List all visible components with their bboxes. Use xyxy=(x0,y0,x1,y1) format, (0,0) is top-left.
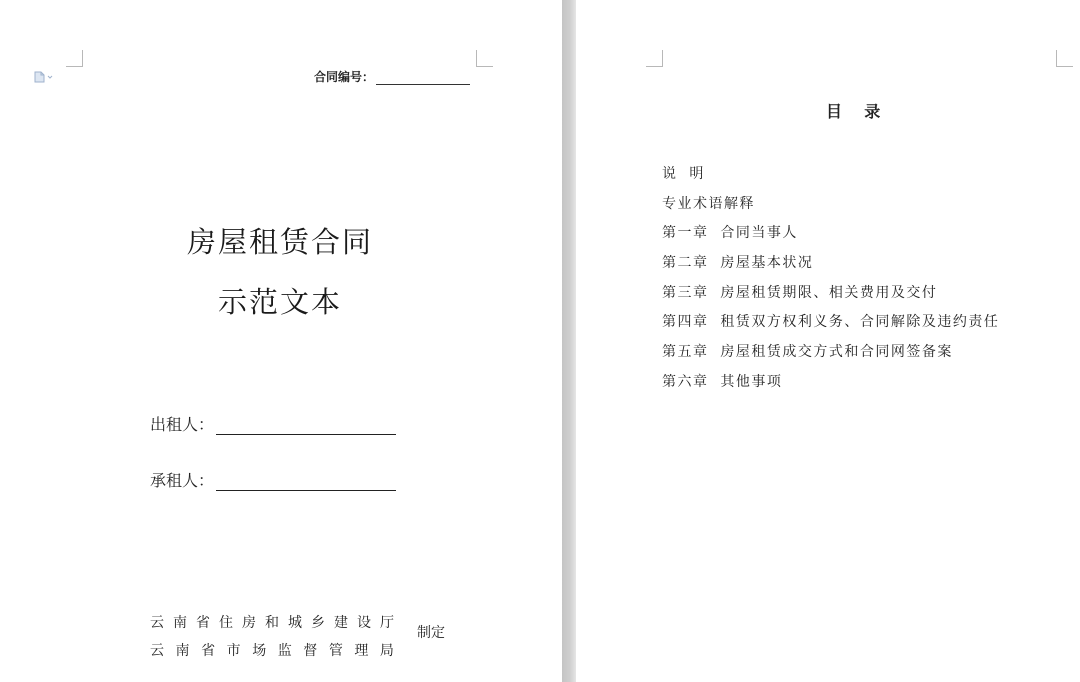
contract-number-blank[interactable] xyxy=(376,70,470,85)
corner-mark-top-left xyxy=(646,50,663,67)
document-icon[interactable] xyxy=(34,68,56,80)
contract-number-field xyxy=(314,68,470,85)
toc-list xyxy=(662,164,999,402)
issuer-char: 局 xyxy=(379,643,394,659)
issuer-char: 市 xyxy=(226,643,241,659)
lessee-blank[interactable] xyxy=(216,470,396,491)
corner-mark-top-right xyxy=(476,50,493,67)
lessor-field xyxy=(150,412,396,435)
issuer-char: 督 xyxy=(303,643,318,659)
document-page-toc xyxy=(576,0,1080,682)
issuer-char: 房 xyxy=(242,615,256,631)
document-title: 房屋租赁合同 xyxy=(186,225,373,259)
lessee-field xyxy=(150,468,396,491)
issuer-char: 省 xyxy=(201,643,216,659)
issuer-char: 厅 xyxy=(380,615,394,631)
issuer-char: 监 xyxy=(277,643,292,659)
lessee-label: 承租人： xyxy=(150,471,215,490)
toc-item[interactable]: 第一章 合同当事人 xyxy=(662,225,798,242)
toc-item[interactable]: 第二章 房屋基本状况 xyxy=(662,255,814,272)
toc-item[interactable]: 说 明 xyxy=(662,166,705,182)
issuer-char: 理 xyxy=(354,643,369,659)
issuer-char: 建 xyxy=(334,615,348,631)
contract-number-label: 合同编号： xyxy=(313,70,374,84)
issuer-char: 省 xyxy=(196,615,210,631)
toc-item[interactable]: 第五章 房屋租赁成交方式和合同网签备案 xyxy=(662,344,953,361)
toc-item[interactable]: 专业术语解释 xyxy=(662,195,755,212)
toc-item[interactable]: 第三章 房屋租赁期限、相关费用及交付 xyxy=(662,284,938,301)
document-subtitle: 示范文本 xyxy=(217,285,342,319)
issuer-char: 管 xyxy=(328,643,343,659)
issuer-char: 南 xyxy=(175,643,190,659)
issuer-char: 场 xyxy=(252,643,267,659)
issuer-suffix: 制定 xyxy=(417,625,445,641)
issuer-char: 设 xyxy=(357,615,371,631)
issuer-char: 南 xyxy=(173,615,187,631)
issuer-char: 城 xyxy=(288,615,302,631)
toc-title: 目 录 xyxy=(826,102,881,121)
issuer-housing-department xyxy=(150,612,394,632)
issuer-char: 云 xyxy=(150,643,164,659)
issuer-char: 云 xyxy=(150,615,164,631)
issuer-char: 乡 xyxy=(311,615,325,631)
corner-mark-top-right xyxy=(1056,50,1073,67)
lessor-label: 出租人： xyxy=(150,415,215,434)
lessor-blank[interactable] xyxy=(216,414,396,435)
page-gutter xyxy=(562,0,576,682)
toc-item[interactable]: 第四章 租赁双方权利义务、合同解除及违约责任 xyxy=(662,314,1000,331)
issuer-market-bureau xyxy=(150,640,394,660)
toc-item[interactable]: 第六章 其他事项 xyxy=(662,373,783,390)
issuer-char: 和 xyxy=(265,615,279,631)
issuer-char: 住 xyxy=(219,615,233,631)
corner-mark-top-left xyxy=(66,50,83,67)
